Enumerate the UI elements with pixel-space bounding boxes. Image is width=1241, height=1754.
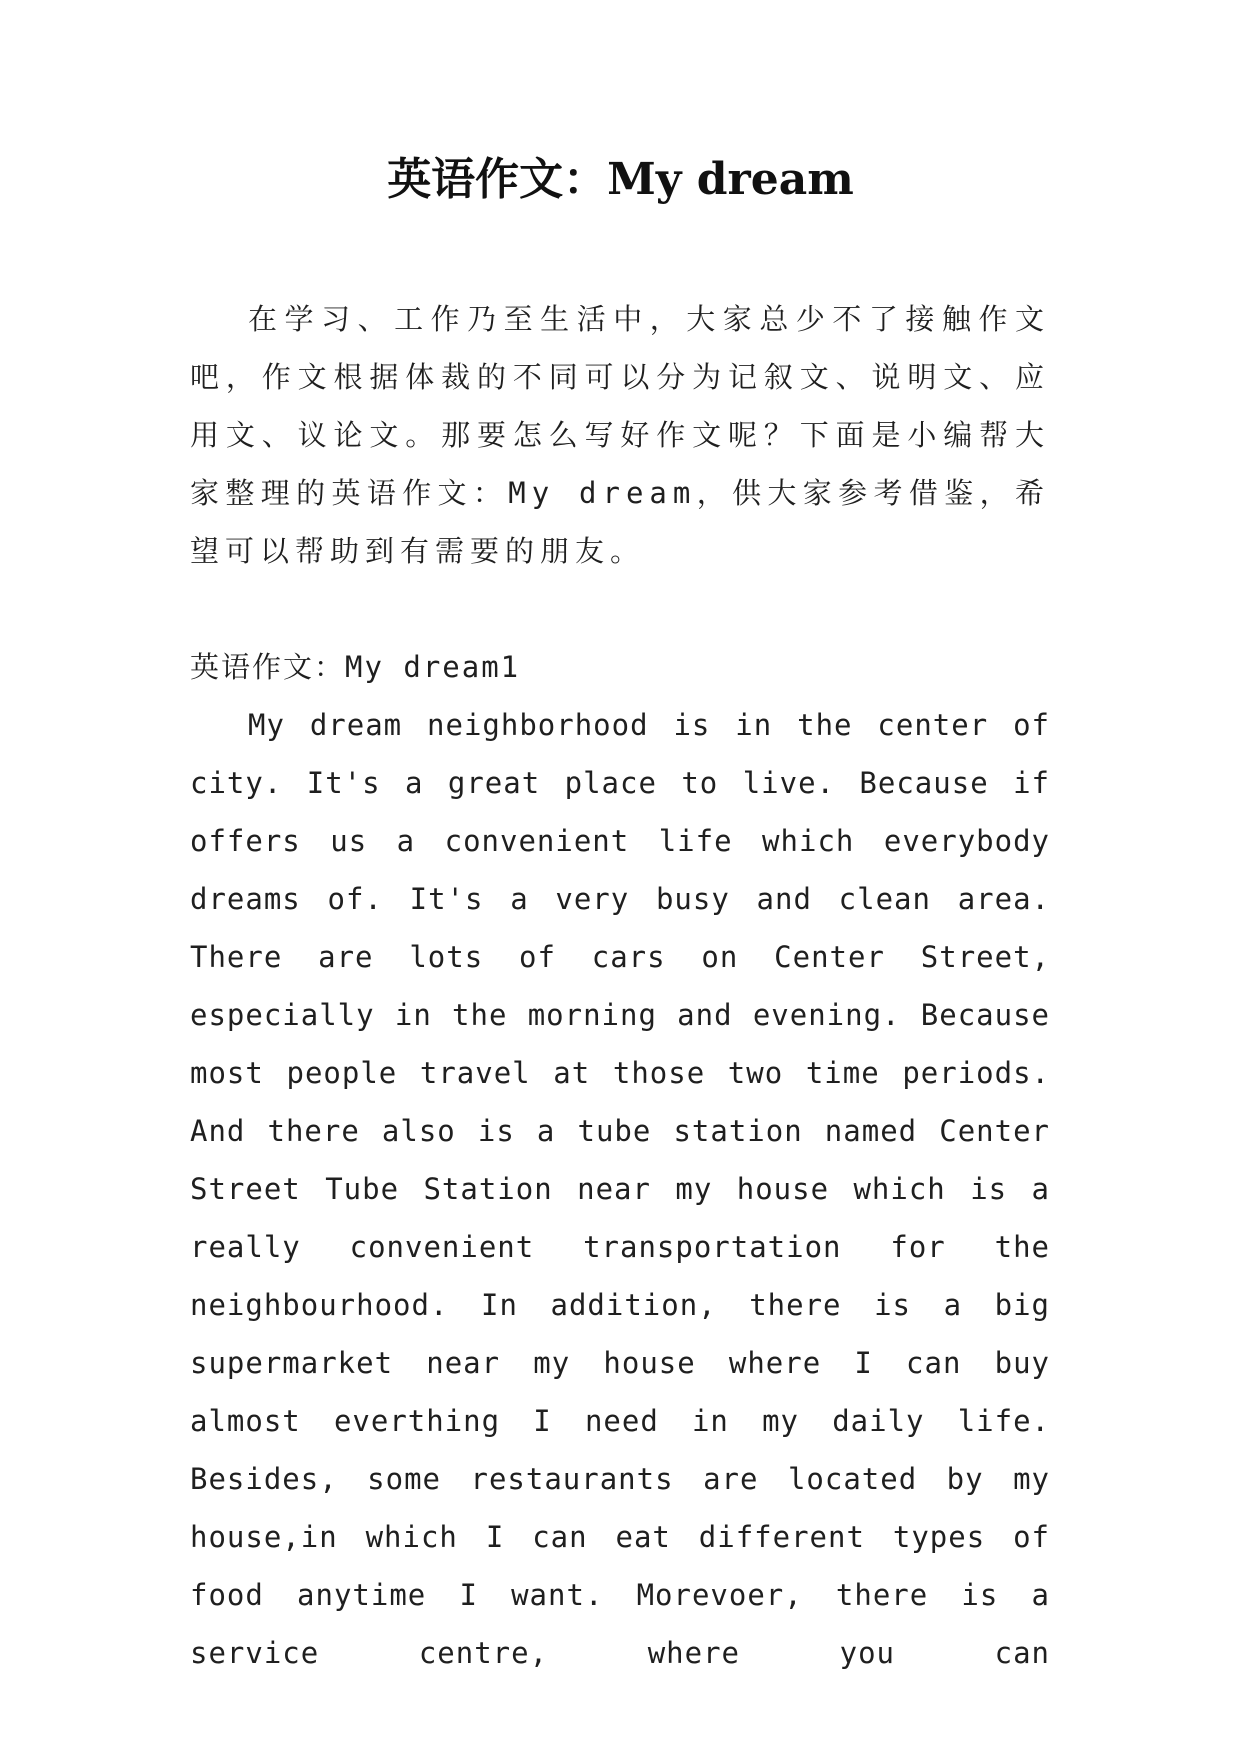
section-body-paragraph: My dream neighborhood is in the center of city. It's a great place to live. Because if offers us a convenient life which everybody dreams of. It's a very busy and clean area. There are lots of cars on Center Street, especially in the morning and evening. Because most people travel at those two time periods. And there also is a tube station named Center Street Tube Station near my house which is a really convenient transportation for the neighbourhood. In addition, there is a big supermarket near my house where I can buy almost everthing I need in my daily life. Besides, some restaurants are located by my house,in which I can eat different types of food anytime I want. Morevoer, there is a service centre, where you can: [190, 708, 1050, 1670]
document-title: 英语作文：My dream: [387, 154, 854, 205]
section-heading: 英语作文：My dream1: [190, 650, 521, 684]
document-body: [190, 290, 1050, 1682]
intro-paragraph: 在学习、工作乃至生活中，大家总少不了接触作文吧，作文根据体裁的不同可以分为记叙文、说明文、应用文、议论文。那要怎么写好作文呢？下面是小编帮大家整理的英语作文：My dream，供大家参考借鉴，希望可以帮助到有需要的朋友。: [190, 302, 1050, 568]
